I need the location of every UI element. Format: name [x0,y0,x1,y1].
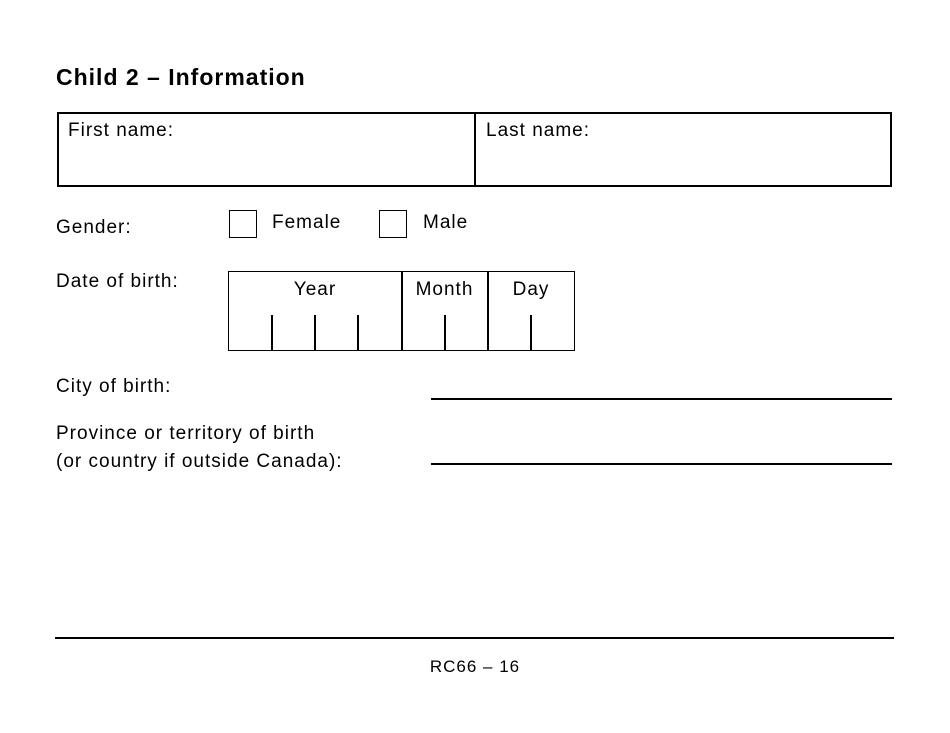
date-of-birth-label: Date of birth: [56,271,179,292]
male-checkbox[interactable] [379,210,407,238]
province-label-line2: (or country if outside Canada): [56,451,343,472]
dob-digit-tick [530,315,532,351]
dob-digit-tick [357,315,359,351]
page-reference: RC66 – 16 [429,657,521,676]
dob-digit-tick [444,315,446,351]
section-title: Child 2 – Information [56,64,306,90]
dob-day-header: Day [512,279,550,300]
male-label: Male [423,212,469,233]
province-label-line1: Province or territory of birth [56,423,316,444]
city-of-birth-field[interactable] [431,398,892,400]
gender-label: Gender: [56,217,132,238]
dob-digit-tick [271,315,273,351]
name-box-divider [474,112,476,187]
dob-digit-tick [314,315,316,351]
city-of-birth-label: City of birth: [56,376,172,397]
dob-month-header: Month [415,279,474,300]
female-label: Female [272,212,342,233]
first-name-field[interactable]: First name: [68,120,175,141]
dob-year-header: Year [293,279,337,300]
province-of-birth-field[interactable] [431,463,892,465]
footer-rule [55,637,894,639]
female-checkbox[interactable] [229,210,257,238]
province-of-birth-label [56,420,343,476]
last-name-field[interactable]: Last name: [486,120,590,141]
